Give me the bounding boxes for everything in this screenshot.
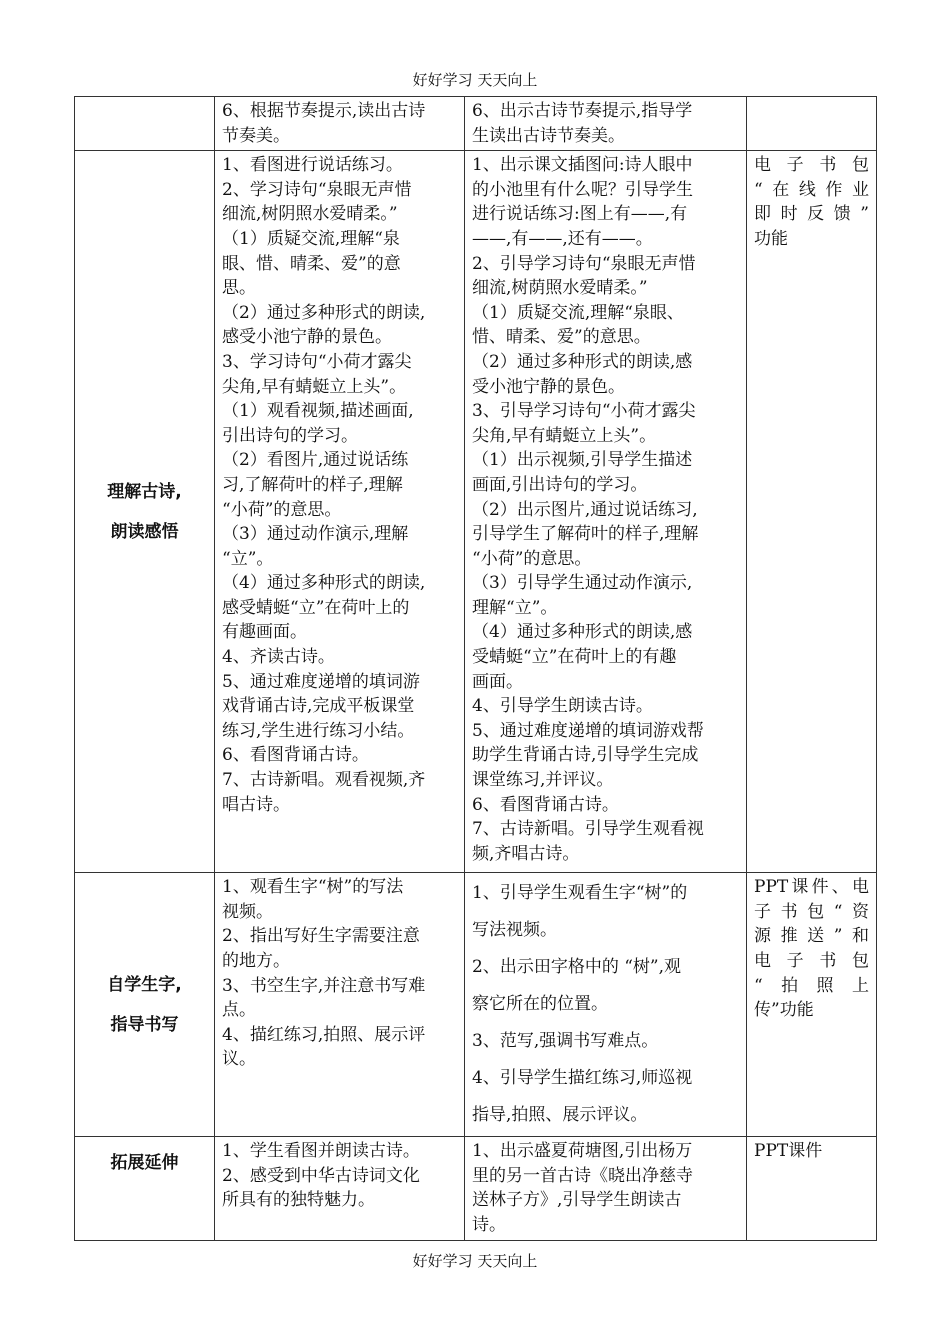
cell-text-line: 惜、晴柔、爱”的意思。 bbox=[472, 327, 651, 348]
cell-text-line: 5、通过难度递增的填词游戏帮 bbox=[472, 720, 704, 741]
cell-text-line: 议。 bbox=[222, 1049, 256, 1070]
cell-text-line: 2、学习诗句“泉眼无声惜 bbox=[222, 179, 412, 200]
cell-text-line: 1、学生看图并朗读古诗。 bbox=[222, 1141, 420, 1162]
cell-text-line: 诗。 bbox=[472, 1214, 506, 1235]
cell-text-line: 练习,学生进行练习小结。 bbox=[222, 720, 415, 741]
cell-text-line: 感受小池宁静的景色。 bbox=[222, 327, 392, 348]
cell-text-line: （2）通过多种形式的朗读,感 bbox=[472, 351, 693, 372]
cell-text-line: 即时反馈” bbox=[754, 204, 869, 225]
cell-text-line: 进行说话练习:图上有——,有 bbox=[472, 204, 688, 225]
lesson-plan-table bbox=[74, 96, 877, 1241]
cell-text-line: （3）引导学生通过动作演示, bbox=[472, 573, 693, 594]
cell-text-line: （1）观看视频,描述画面, bbox=[222, 401, 414, 422]
cell-text-line: 视频。 bbox=[222, 901, 273, 922]
phase-cell bbox=[75, 151, 215, 873]
cell-text-line: 送林子方》,引导学生朗读古 bbox=[472, 1190, 682, 1211]
cell-text-line: （1）质疑交流,理解“泉 bbox=[222, 228, 400, 249]
cell-text-line: 4、引导学生朗读古诗。 bbox=[472, 696, 653, 717]
cell-text-line: 6、出示古诗节奏提示,指导学 bbox=[472, 101, 693, 121]
cell-text-line: 的小池里有什么呢？引导学生 bbox=[472, 179, 693, 200]
cell-text-line: 唱古诗。 bbox=[222, 794, 290, 815]
cell-text-line: PPT课件 bbox=[754, 1141, 823, 1162]
teacher-activity-cell bbox=[465, 873, 747, 1137]
cell-text-line: 2、指出写好生字需要注意 bbox=[222, 926, 420, 947]
cell-text-line: 察它所在的位置。 bbox=[472, 994, 608, 1015]
cell-text-line: 细流,树荫照水爱晴柔。” bbox=[472, 278, 648, 299]
cell-text-line: （3）通过动作演示,理解 bbox=[222, 524, 409, 545]
cell-text-line: 6、看图背诵古诗。 bbox=[472, 794, 619, 815]
cell-text-line: 朗读感悟 bbox=[110, 521, 179, 542]
student-activity-cell bbox=[215, 97, 465, 151]
page-footer: 好好学习 天天向上 bbox=[412, 1252, 538, 1270]
cell-text-line: 节奏美。 bbox=[222, 125, 290, 146]
table-row bbox=[75, 151, 877, 873]
media-cell bbox=[747, 1137, 877, 1240]
cell-text-line: 戏背诵古诗,完成平板课堂 bbox=[222, 696, 415, 717]
cell-text-line: “小荷”的意思。 bbox=[472, 548, 592, 569]
cell-text-line: 受小池宁静的景色。 bbox=[472, 376, 625, 397]
cell-text-line: 生读出古诗节奏美。 bbox=[472, 125, 625, 146]
cell-text-line: 思。 bbox=[222, 278, 256, 299]
cell-text-line: 所具有的独特魅力。 bbox=[222, 1190, 375, 1211]
cell-text-line: 画面。 bbox=[472, 671, 523, 692]
cell-text-line: 频,齐唱古诗。 bbox=[472, 843, 580, 864]
cell-text-line: 尖角,早有蜻蜓立上头”。 bbox=[472, 425, 657, 446]
cell-text-line: 1、看图进行说话练习。 bbox=[222, 155, 403, 176]
cell-text-line: 7、古诗新唱。引导学生观看视 bbox=[472, 819, 704, 840]
cell-text-line: 受蜻蜓“立”在荷叶上的有趣 bbox=[472, 647, 677, 668]
table-row bbox=[75, 97, 877, 151]
media-cell bbox=[747, 873, 877, 1137]
phase-cell bbox=[75, 873, 215, 1137]
cell-text-line: 2、感受到中华古诗词文化 bbox=[222, 1165, 420, 1186]
cell-text-line: 有趣画面。 bbox=[222, 622, 307, 643]
cell-text-line: PPT课件、电 bbox=[754, 877, 869, 898]
cell-text-line: （4）通过多种形式的朗读,感 bbox=[472, 622, 693, 643]
cell-text-line: 6、看图背诵古诗。 bbox=[222, 745, 369, 766]
cell-text-line: 1、引导学生观看生字“树”的 bbox=[472, 883, 688, 904]
cell-text-line: “在线作业 bbox=[754, 179, 869, 200]
student-activity-cell bbox=[215, 873, 465, 1137]
cell-text-line: 源推送”和 bbox=[754, 926, 869, 947]
cell-text-line: （1）质疑交流,理解“泉眼、 bbox=[472, 302, 684, 323]
cell-text-line: 4、引导学生描红练习,师巡视 bbox=[472, 1068, 693, 1089]
cell-text-line: 习,了解荷叶的样子,理解 bbox=[222, 474, 403, 495]
cell-text-line: 画面,引出诗句的学习。 bbox=[472, 474, 648, 495]
cell-text-line: （2）出示图片,通过说话练习, bbox=[472, 499, 698, 520]
cell-text-line: 指导,拍照、展示评议。 bbox=[472, 1105, 648, 1126]
cell-text-line: 点。 bbox=[222, 1000, 256, 1021]
cell-text-line: （4）通过多种形式的朗读, bbox=[222, 573, 426, 594]
page-header: 好好学习 天天向上 bbox=[412, 71, 538, 89]
cell-text-line: 的地方。 bbox=[222, 950, 290, 971]
cell-text-line: 感受蜻蜓“立”在荷叶上的 bbox=[222, 597, 410, 618]
cell-text-line: 3、引导学习诗句“小荷才露尖 bbox=[472, 401, 696, 422]
cell-text-line: 课堂练习,并评议。 bbox=[472, 770, 614, 791]
cell-text-line: （2）通过多种形式的朗读, bbox=[222, 302, 426, 323]
cell-text-line: 理解“立”。 bbox=[472, 597, 558, 618]
cell-text-line: 7、古诗新唱。观看视频,齐 bbox=[222, 770, 426, 791]
cell-text-line: 指导书写 bbox=[110, 1014, 179, 1035]
cell-text-line: 电子书包 bbox=[754, 950, 869, 971]
cell-text-line: 子书包“资 bbox=[754, 901, 869, 922]
cell-text-line: 4、齐读古诗。 bbox=[222, 647, 335, 668]
cell-text-line: 3、范写,强调书写难点。 bbox=[472, 1031, 659, 1052]
cell-text-line: 4、描红练习,拍照、展示评 bbox=[222, 1024, 426, 1045]
cell-text-line: 写法视频。 bbox=[472, 920, 557, 941]
phase-cell bbox=[75, 97, 215, 151]
cell-text-line: 引出诗句的学习。 bbox=[222, 425, 358, 446]
cell-text-line: 眼、惜、晴柔、爱”的意 bbox=[222, 253, 401, 274]
cell-text-line: 细流,树阴照水爱晴柔。” bbox=[222, 204, 398, 225]
cell-text-line: 引导学生了解荷叶的样子,理解 bbox=[472, 524, 699, 545]
cell-text-line: 里的另一首古诗《晓出净慈寺 bbox=[472, 1165, 693, 1186]
cell-text-line: 理解古诗, bbox=[107, 481, 182, 502]
cell-text-line: 3、学习诗句“小荷才露尖 bbox=[222, 351, 412, 372]
cell-text-line: 拓展延伸 bbox=[110, 1153, 179, 1174]
cell-text-line: 尖角,早有蜻蜓立上头”。 bbox=[222, 376, 407, 397]
cell-text-line: （2）看图片,通过说话练 bbox=[222, 450, 409, 471]
media-cell bbox=[747, 97, 877, 151]
cell-text-line: 5、通过难度递增的填词游 bbox=[222, 671, 420, 692]
cell-text-line: 1、观看生字“树”的写法 bbox=[222, 877, 404, 898]
cell-text-line: 6、根据节奏提示,读出古诗 bbox=[222, 101, 426, 121]
cell-text-line: 传”功能 bbox=[754, 1000, 814, 1021]
cell-text-line: “立”。 bbox=[222, 548, 274, 569]
cell-text-line: 功能 bbox=[754, 228, 788, 249]
teacher-activity-cell bbox=[465, 151, 747, 873]
cell-text-line: 2、出示田字格中的 “树”,观 bbox=[472, 957, 682, 978]
table-row bbox=[75, 1137, 877, 1240]
cell-text-line: （1）出示视频,引导学生描述 bbox=[472, 450, 693, 471]
table-row bbox=[75, 873, 877, 1137]
cell-text-line: 1、出示课文插图问:诗人眼中 bbox=[472, 155, 693, 176]
cell-text-line: “拍照上 bbox=[754, 975, 869, 996]
teacher-activity-cell bbox=[465, 1137, 747, 1240]
student-activity-cell bbox=[215, 1137, 465, 1240]
cell-text-line: 3、书空生字,并注意书写难 bbox=[222, 975, 426, 996]
cell-text-line: 自学生字, bbox=[107, 974, 182, 995]
student-activity-cell bbox=[215, 151, 465, 873]
cell-text-line: 电子书包 bbox=[754, 155, 869, 176]
cell-text-line: 1、出示盛夏荷塘图,引出杨万 bbox=[472, 1141, 693, 1162]
cell-text-line: “小荷”的意思。 bbox=[222, 499, 342, 520]
media-cell bbox=[747, 151, 877, 873]
cell-text-line: 2、引导学习诗句“泉眼无声惜 bbox=[472, 253, 696, 274]
cell-text-line: ——,有——,还有——。 bbox=[472, 228, 653, 249]
phase-cell bbox=[75, 1137, 215, 1240]
cell-text-line: 助学生背诵古诗,引导学生完成 bbox=[472, 745, 699, 766]
teacher-activity-cell bbox=[465, 97, 747, 151]
